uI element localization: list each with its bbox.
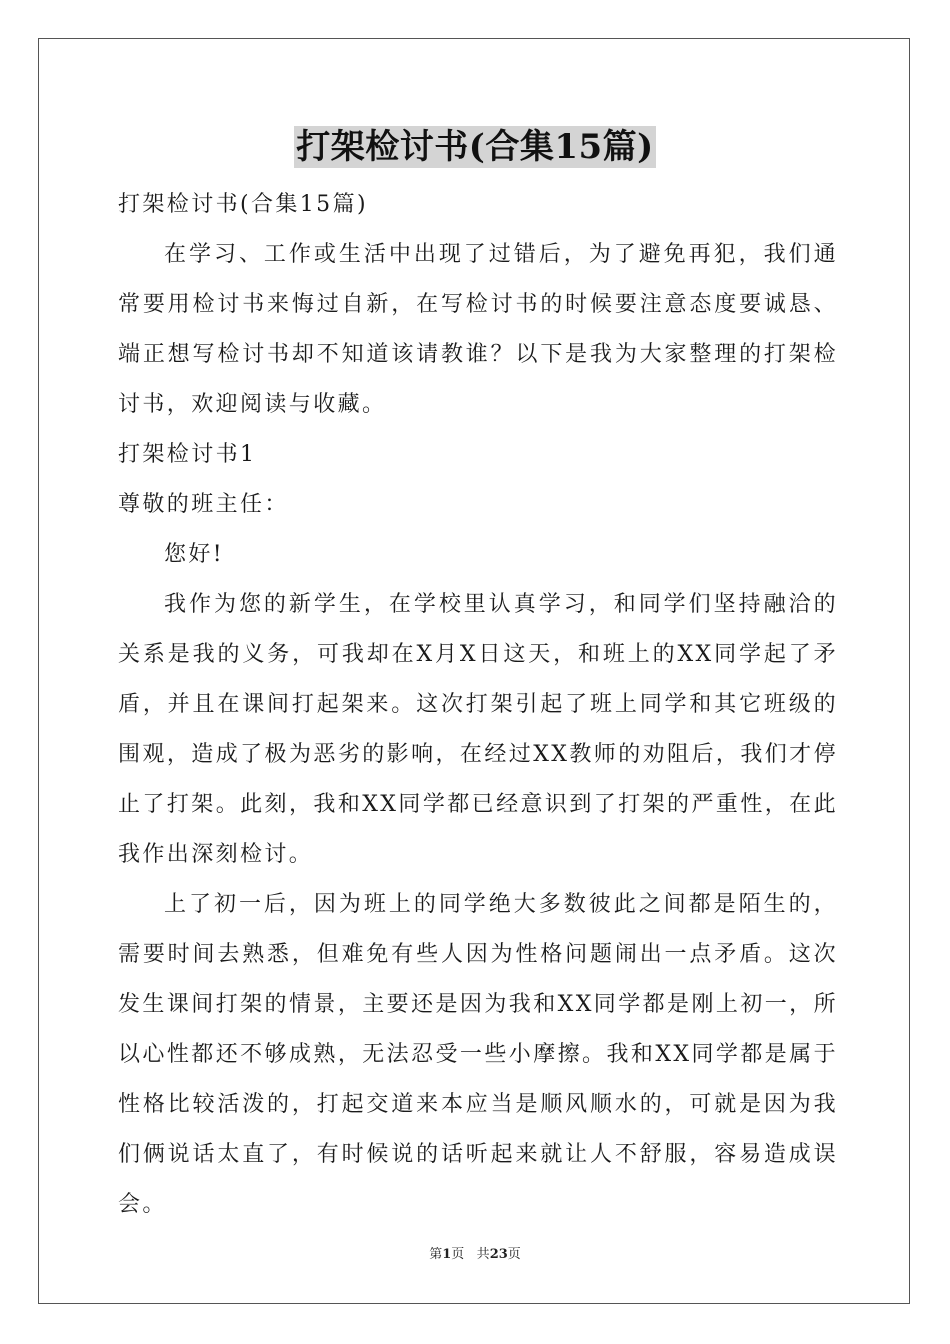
section-heading: 打架检讨书1 bbox=[118, 442, 257, 467]
document-title: 打架检讨书(合集15篇) bbox=[296, 127, 654, 167]
total-suffix: 页 bbox=[507, 1247, 521, 1262]
body-paragraph-1: 我作为您的新学生，在学校里认真学习，和同学们坚持融洽的关系是我的义务，可我却在X月X日这天，和班上的XX同学起了矛盾，并且在课间打起架来。这次打架引起了班上同学和其它班级的围观，造成了极为恶劣的影响，在经过XX教师的劝阻后，我们才停止了打架。此刻，我和XX同学都已经意识到了打架的严重性，在此我作出深刻检讨。 bbox=[118, 592, 838, 867]
document-subtitle: 打架检讨书(合集15篇) bbox=[118, 192, 368, 217]
intro-paragraph: 在学习、工作或生活中出现了过错后，为了避免再犯，我们通常要用检讨书来悔过自新，在写检讨书的时候要注意态度要诚恳、端正想写检讨书却不知道该请教谁？以下是我为大家整理的打架检讨书，欢迎阅读与收藏。 bbox=[118, 242, 838, 417]
document-body bbox=[118, 180, 838, 1230]
title-container bbox=[0, 126, 950, 168]
salutation: 尊敬的班主任： bbox=[118, 492, 289, 517]
page-footer bbox=[0, 1246, 950, 1264]
total-pages: 23 bbox=[489, 1247, 508, 1262]
body-paragraph-2: 上了初一后，因为班上的同学绝大多数彼此之间都是陌生的，需要时间去熟悉，但难免有些人因为性格问题闹出一点矛盾。这次发生课间打架的情景，主要还是因为我和XX同学都是刚上初一，所以心性都还不够成熟，无法忍受一些小摩擦。我和XX同学都是属于性格比较活泼的，打起交道来本应当是顺风顺水的，可就是因为我们俩说话太直了，有时候说的话听起来就让人不舒服，容易造成误会。 bbox=[118, 892, 838, 1217]
greeting: 您好! bbox=[164, 542, 225, 567]
total-prefix: 共 bbox=[476, 1247, 490, 1262]
page-prefix: 第 bbox=[429, 1247, 443, 1262]
page-number: 1 bbox=[442, 1247, 452, 1262]
page-suffix: 页 bbox=[451, 1247, 465, 1262]
